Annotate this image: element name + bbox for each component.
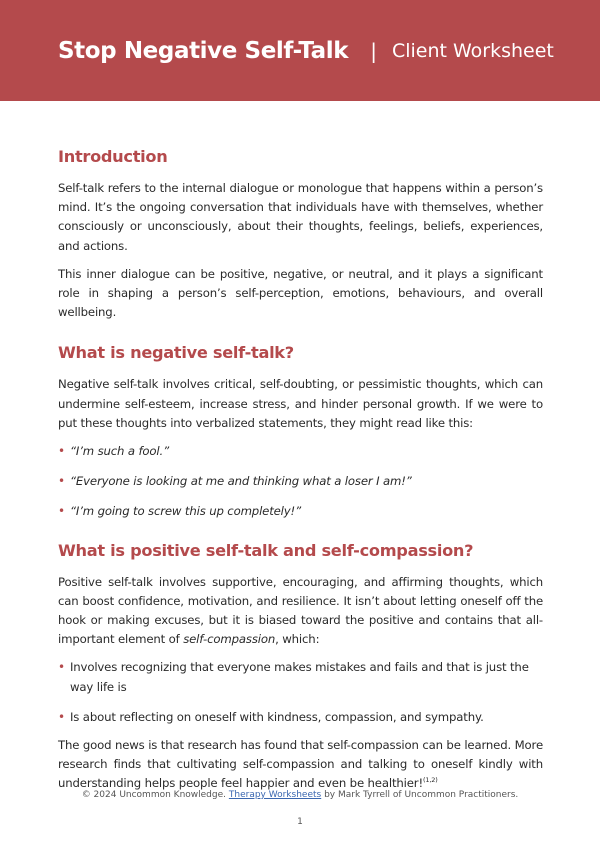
bullet-icon: • — [58, 504, 65, 519]
negative-self-talk-heading: What is negative self-talk? — [58, 343, 294, 363]
page-subtitle: Client Worksheet — [391, 39, 554, 62]
list-item — [58, 658, 543, 696]
page-title: Stop Negative Self-Talk — [58, 37, 349, 64]
quote-text: “I’m going to screw this up completely!” — [70, 504, 301, 519]
footer — [0, 790, 600, 800]
bullet-icon: • — [58, 660, 65, 675]
positive-paragraph — [58, 573, 543, 650]
therapy-worksheets-link[interactable]: Therapy Worksheets — [228, 790, 322, 800]
worksheet-content — [58, 146, 543, 794]
copyright-text: © 2024 Uncommon Knowledge. — [81, 790, 226, 800]
research-paragraph-text: The good news is that research has found that self-compassion can be learned. More research finds that cultivating self-compassion and talking to oneself kindly with understanding helps people feel happier and even be healthier! — [58, 738, 543, 791]
title-separator: | — [370, 38, 377, 63]
list-item — [58, 442, 543, 461]
quote-text: “I’m such a fool.” — [70, 444, 169, 459]
author-credit: by Mark Tyrrell of Uncommon Practitioners. — [324, 790, 519, 800]
list-item-text: Involves recognizing that everyone makes mistakes and fails and that is just the way life is — [70, 660, 529, 694]
intro-paragraph-2: This inner dialogue can be positive, negative, or neutral, and it plays a significant role in shaping a person’s self-perception, emotions, behaviours, and overall wellbeing. — [58, 266, 543, 320]
list-item — [58, 472, 543, 491]
bullet-icon: • — [58, 474, 65, 489]
intro-paragraph-1: Self-talk refers to the internal dialogue or monologue that happens within a person’s mind. It’s the ongoing conversation that individuals have with themselves, whether consciously or unconsciously, about their thoughts, feelings, beliefs, experiences, and actions. — [58, 181, 543, 253]
self-compassion-emphasis: self-compassion — [183, 632, 276, 647]
citation-reference: (1,2) — [422, 776, 438, 785]
quote-text: “Everyone is looking at me and thinking what a loser I am!” — [70, 474, 412, 489]
positive-paragraph-text: Positive self-talk involves supportive, encouraging, and affirming thoughts, which can boost confidence, motivation, and resilience. It isn’t about letting oneself off the hook or making excuses, but it is biased toward the positive and contains that all-important element of — [58, 574, 543, 647]
bullet-icon: • — [58, 709, 65, 724]
positive-paragraph-end: , which: — [275, 632, 320, 647]
negative-quotes-list — [58, 442, 543, 522]
bullet-icon: • — [58, 444, 65, 459]
list-item — [58, 708, 543, 727]
self-compassion-list — [58, 658, 543, 727]
negative-paragraph: Negative self-talk involves critical, self-doubting, or pessimistic thoughts, which can undermine self-esteem, increase stress, and hinder personal growth. If we were to put these thoughts into verbalized statements, they might read like this: — [58, 377, 543, 430]
introduction-heading: Introduction — [58, 147, 168, 166]
list-item — [58, 502, 543, 521]
header-banner — [0, 0, 600, 101]
page-number: 1 — [297, 817, 303, 827]
research-paragraph — [58, 736, 543, 794]
positive-self-talk-heading: What is positive self-talk and self-compassion? — [58, 540, 474, 560]
list-item-text: Is about reflecting on oneself with kindness, compassion, and sympathy. — [70, 709, 484, 724]
